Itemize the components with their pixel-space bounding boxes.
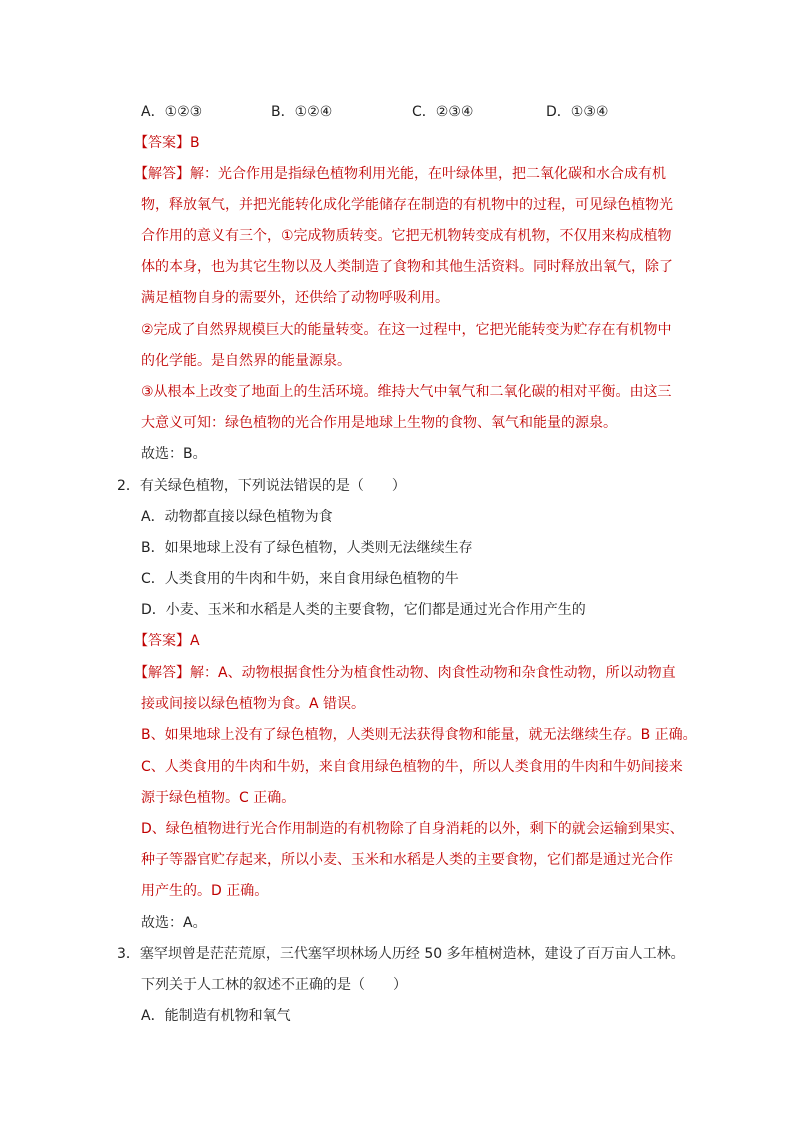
q1-option-c: C．②③④ xyxy=(412,104,474,120)
q2-option-d: D．小麦、玉米和水稻是人类的主要食物，它们都是通过光合作用产生的 xyxy=(141,602,586,618)
question-text: 有关绿色植物，下列说法错误的是（ ） xyxy=(139,478,406,494)
q3-stem-line xyxy=(117,944,685,964)
q2-analysis-line: 用产生的。D 正确。 xyxy=(141,883,269,899)
answer-tag: 【答案】 xyxy=(134,135,190,151)
q2-analysis-line: B、如果地球上没有了绿色植物，人类则无法获得食物和能量，就无法继续生存。B 正确。 xyxy=(141,727,697,743)
q2-analysis-line: 【解答】解：A、动物根据食性分为植食性动物、肉食性动物和杂食性动物，所以动物直 xyxy=(134,665,676,681)
q2-option-b: B．如果地球上没有了绿色植物，人类则无法继续生存 xyxy=(141,540,473,556)
q2-analysis-line: 种子等器官贮存起来，所以小麦、玉米和水稻是人类的主要食物，它们都是通过光合作 xyxy=(141,852,673,868)
q2-analysis-line: D、绿色植物进行光合作用制造的有机物除了自身消耗的以外，剩下的就会运输到果实、 xyxy=(141,821,684,837)
q2-answer xyxy=(134,631,200,651)
q1-analysis-line: 【解答】解：光合作用是指绿色植物利用光能，在叶绿体里，把二氧化碳和水合成有机 xyxy=(134,166,666,182)
q2-conclusion: 故选：A。 xyxy=(141,915,207,931)
q1-option-d: D．①③④ xyxy=(546,104,609,120)
q1-analysis-line: 大意义可知：绿色植物的光合作用是地球上生物的食物、氧气和能量的源泉。 xyxy=(141,415,617,431)
q1-analysis-line: 满足植物自身的需要外，还供给了动物呼吸利用。 xyxy=(141,290,449,306)
q1-analysis-line: ②完成了自然界规模巨大的能量转变。在这一过程中，它把光能转变为贮存在有机物中 xyxy=(141,322,672,338)
q2-analysis-line: 源于绿色植物。C 正确。 xyxy=(141,790,296,806)
q1-analysis-line: 的化学能。是自然界的能量源泉。 xyxy=(141,353,351,369)
question-number: 2． xyxy=(117,478,140,494)
question-number: 3． xyxy=(117,946,140,962)
q1-analysis-line: 物，释放氧气，并把光能转化成化学能储存在制造的有机物中的过程，可见绿色植物光 xyxy=(141,197,673,213)
q1-conclusion: 故选：B。 xyxy=(141,446,207,462)
q1-option-a: A．①②③ xyxy=(141,104,203,120)
q1-answer xyxy=(134,133,200,153)
q3-option-a: A．能制造有机物和氧气 xyxy=(141,1008,291,1024)
q1-analysis-line: 体的本身，也为其它生物以及人类制造了食物和其他生活资料。同时释放出氧气，除了 xyxy=(141,259,673,275)
q1-option-b: B．①②④ xyxy=(271,104,333,120)
q1-analysis-line: 合作用的意义有三个，①完成物质转变。它把无机物转变成有机物，不仅用来构成植物 xyxy=(141,228,672,244)
analysis-tag: 【解答】 xyxy=(134,665,190,681)
q2-analysis-line: 接或间接以绿色植物为食。A 错误。 xyxy=(141,696,366,712)
q2-option-c: C．人类食用的牛肉和牛奶，来自食用绿色植物的牛 xyxy=(141,571,459,587)
answer-tag: 【答案】 xyxy=(134,633,190,649)
answer-value: A xyxy=(190,633,200,649)
q2-analysis-line: C、人类食用的牛肉和牛奶，来自食用绿色植物的牛，所以人类食用的牛肉和牛奶间接来 xyxy=(141,759,683,775)
q2-stem xyxy=(117,476,406,496)
q1-analysis-line: ③从根本上改变了地面上的生活环境。维持大气中氧气和二氧化碳的相对平衡。由这三 xyxy=(141,384,672,400)
answer-value: B xyxy=(190,135,200,151)
q2-option-a: A．动物都直接以绿色植物为食 xyxy=(141,509,333,525)
analysis-tag: 【解答】 xyxy=(134,166,190,182)
question-text: 塞罕坝曾是茫茫荒原，三代塞罕坝林场人历经 50 多年植树造林，建设了百万亩人工林。 xyxy=(139,946,685,962)
q3-stem-line: 下列关于人工林的叙述不正确的是（ ） xyxy=(141,977,407,993)
